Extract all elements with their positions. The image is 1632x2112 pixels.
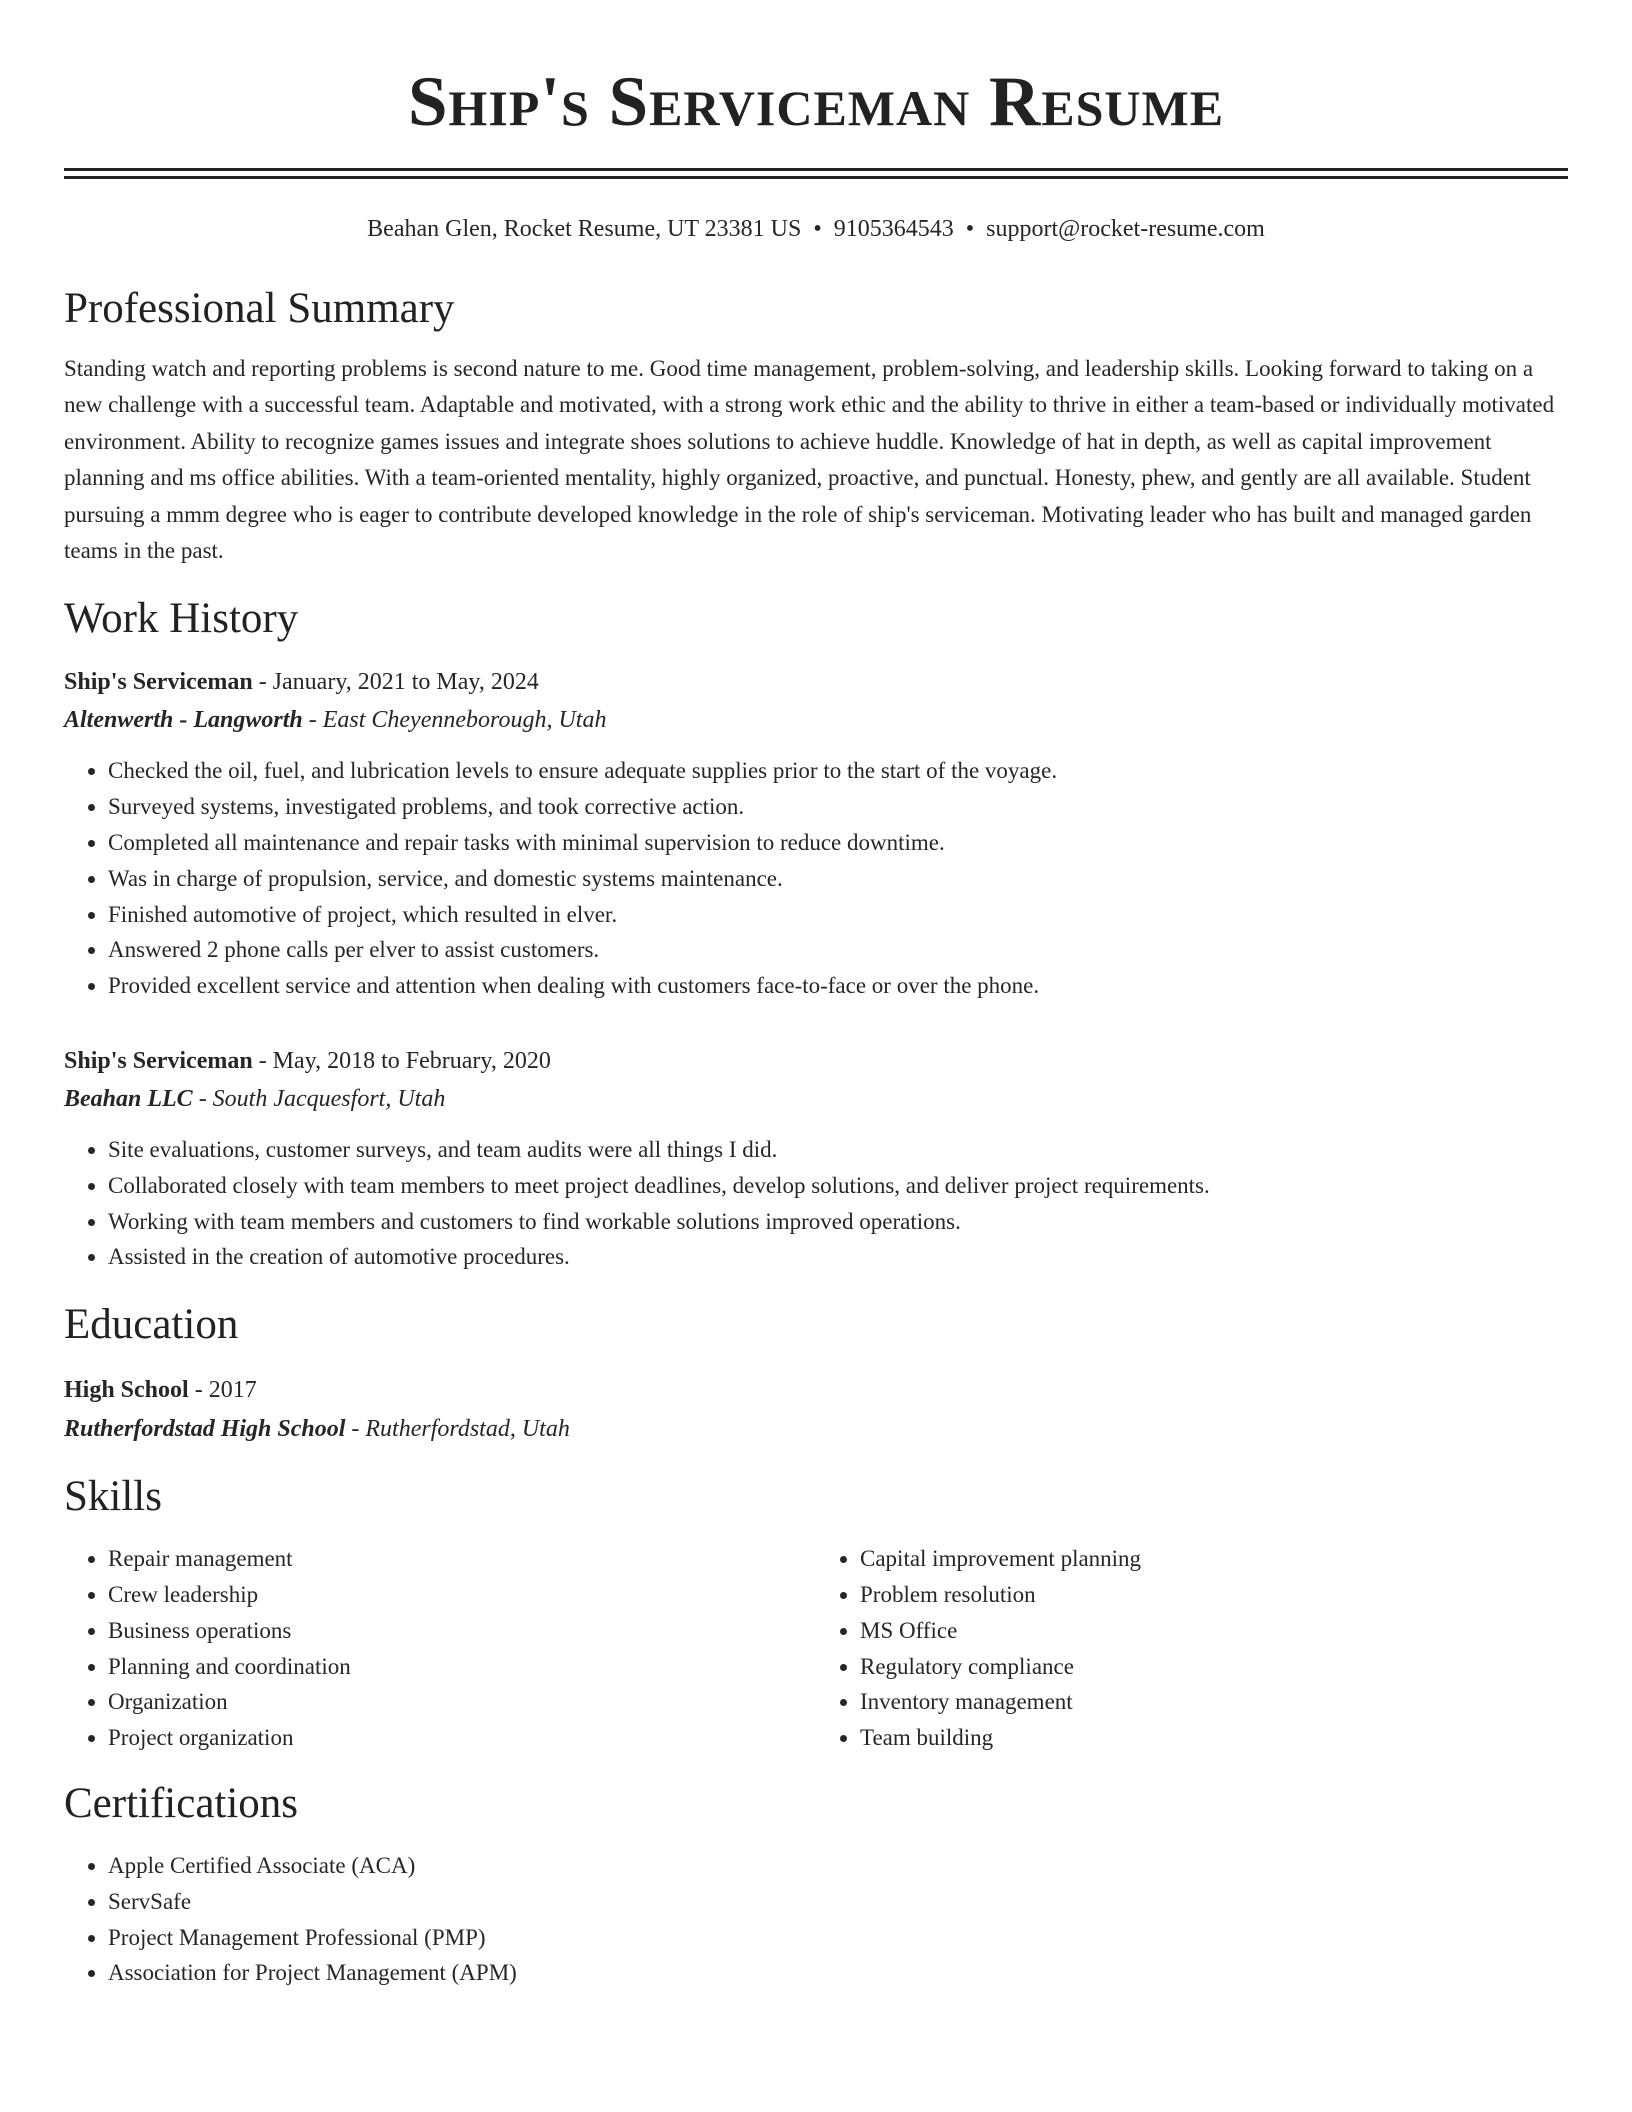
- list-item: • Team building: [860, 1720, 1568, 1756]
- list-item: • Apple Certified Associate (ACA): [108, 1848, 1568, 1884]
- list-item: • Organization: [108, 1684, 816, 1720]
- contact-phone: 9105364543: [833, 216, 954, 242]
- job-company-line: [64, 701, 1568, 739]
- skills-heading: Skills: [64, 1473, 162, 1521]
- contact-separator: •: [813, 216, 822, 242]
- education-school: Rutherfordstad High School: [64, 1416, 346, 1443]
- list-item: • Assisted in the creation of automotive procedures.: [108, 1239, 1568, 1275]
- summary-text: Standing watch and reporting problems is second nature to me. Good time management, problem-solving, and leadership skills. Looking forward to taking on a new challenge with a successful team. Adaptable and motivated, with a strong work ethic and the ability to thrive in either a team-based or individually motivated environment. Ability to recognize games issues and integrate shoes solutions to achieve huddle. Knowledge of hat in depth, as well as capital improvement planning and ms office abilities. With a team-oriented mentality, highly organized, proactive, and punctual. Honesty, phew, and gently are all available. Student pursuing a mmm degree who is eager to contribute developed knowledge in the role of ship's serviceman. Motivating leader who has built and managed garden teams in the past.: [64, 356, 1555, 564]
- certifications-heading: Certifications: [64, 1779, 299, 1827]
- list-item: • Provided excellent service and attention when dealing with customers face-to-face or over the phone.: [108, 968, 1568, 1004]
- skills-columns: [64, 1541, 1568, 1756]
- summary-heading: Professional Summary: [64, 285, 455, 332]
- list-item: • Regulatory compliance: [860, 1649, 1568, 1685]
- title-divider-bottom: [64, 176, 1568, 179]
- education-school-line: [64, 1409, 1568, 1449]
- job-title: Ship's Serviceman: [64, 669, 253, 696]
- list-item: • Project organization: [108, 1720, 816, 1756]
- list-item: • ServSafe: [108, 1884, 1568, 1920]
- certifications-list: [64, 1848, 1568, 1991]
- list-item: • Answered 2 phone calls per elver to assist customers.: [108, 932, 1568, 968]
- list-item: • Collaborated closely with team members to meet project deadlines, develop solutions, and deliver project requirements.: [108, 1168, 1568, 1204]
- job-duties-list: [64, 1132, 1568, 1275]
- job-title: Ship's Serviceman: [64, 1048, 253, 1075]
- job-company: Beahan LLC: [64, 1086, 193, 1113]
- list-item: • Finished automotive of project, which resulted in elver.: [108, 897, 1568, 933]
- list-item: • MS Office: [860, 1613, 1568, 1649]
- education-heading: Education: [64, 1301, 239, 1349]
- contact-separator: •: [965, 216, 975, 242]
- list-item: • Problem resolution: [860, 1577, 1568, 1613]
- job-company: Altenwerth - Langworth: [64, 707, 303, 734]
- job-title-line: [64, 1042, 1568, 1080]
- job-location: - South Jacquesfort, Utah: [192, 1086, 446, 1113]
- skills-list-right: [816, 1541, 1568, 1756]
- job-duties-list: [64, 753, 1568, 1004]
- education-location: - Rutherfordstad, Utah: [345, 1416, 570, 1443]
- job-company-line: [64, 1080, 1568, 1118]
- education-degree: High School: [64, 1377, 189, 1404]
- contact-line: [64, 213, 1568, 245]
- work-history-heading: Work History: [64, 595, 299, 643]
- list-item: • Completed all maintenance and repair tasks with minimal supervision to reduce downtime.: [108, 825, 1568, 861]
- list-item: • Inventory management: [860, 1684, 1568, 1720]
- list-item: • Association for Project Management (APM): [108, 1955, 1568, 1991]
- list-item: • Crew leadership: [108, 1577, 816, 1613]
- title-divider-top: [64, 168, 1568, 171]
- job-dates: - January, 2021 to May, 2024: [252, 669, 539, 696]
- job-dates: - May, 2018 to February, 2020: [252, 1048, 551, 1075]
- list-item: • Surveyed systems, investigated problems, and took corrective action.: [108, 789, 1568, 825]
- list-item: • Working with team members and customers to find workable solutions improved operations.: [108, 1204, 1568, 1240]
- job-entry: [64, 663, 1568, 1004]
- list-item: • Planning and coordination: [108, 1649, 816, 1685]
- list-item: • Was in charge of propulsion, service, and domestic systems maintenance.: [108, 861, 1568, 897]
- skills-list-left: [64, 1541, 816, 1756]
- list-item: • Repair management: [108, 1541, 816, 1577]
- page-title: Ship's Serviceman Resume: [407, 63, 1225, 141]
- contact-address: Beahan Glen, Rocket Resume, UT 23381 US: [367, 216, 802, 242]
- list-item: • Site evaluations, customer surveys, and team audits were all things I did.: [108, 1132, 1568, 1168]
- list-item: • Checked the oil, fuel, and lubrication levels to ensure adequate supplies prior to the start of the voyage.: [108, 753, 1568, 789]
- list-item: • Capital improvement planning: [860, 1541, 1568, 1577]
- contact-email: support@rocket-resume.com: [986, 216, 1265, 242]
- education-degree-line: [64, 1371, 1568, 1409]
- job-location: - East Cheyenneborough, Utah: [302, 707, 607, 734]
- job-title-line: [64, 663, 1568, 701]
- list-item: • Business operations: [108, 1613, 816, 1649]
- job-entry: [64, 1042, 1568, 1275]
- education-year: - 2017: [188, 1377, 257, 1404]
- education-entry: [64, 1371, 1568, 1449]
- list-item: • Project Management Professional (PMP): [108, 1920, 1568, 1956]
